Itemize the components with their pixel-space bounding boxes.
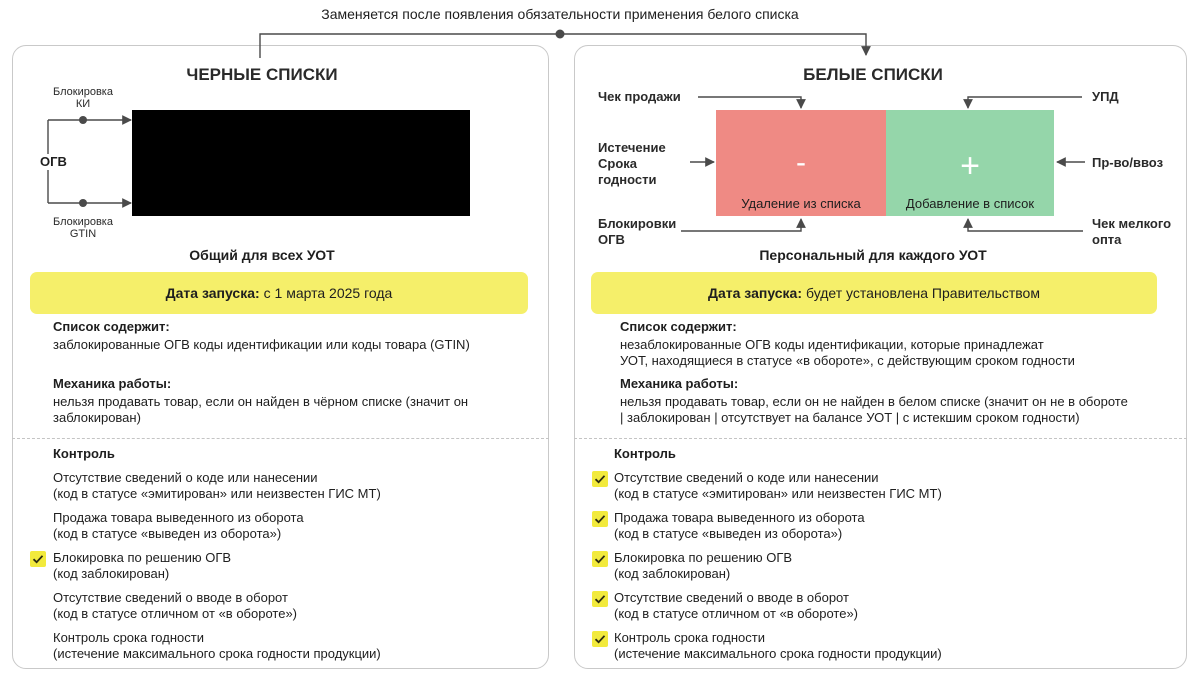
- black-mechanics-line-1: нельзя продавать товар, если он найден в чёрном списке (значит он: [53, 394, 469, 409]
- block-ki-line-2: КИ: [75, 98, 91, 110]
- white-control-item-title: Продажа товара выведенного из оборота: [614, 510, 865, 525]
- white-contains-line-2: УОТ, находящиеся в статусе «в обороте», с действующим сроком годности: [620, 353, 1075, 368]
- wholesale-line-1: Чек мелкого: [1092, 216, 1172, 231]
- black-control-item-title: Блокировка по решению ОГВ: [53, 550, 232, 565]
- white-launch-value: будет установлена Правительством: [806, 285, 1040, 301]
- expiry-line-3: годности: [598, 172, 657, 187]
- black-mechanics-line-2: заблокирован): [53, 410, 141, 425]
- minus-icon: -: [796, 146, 806, 179]
- white-control-item-detail: (истечение максимального срока годности продукции): [614, 646, 942, 661]
- black-control-item-title: Отсутствие сведений о коде или нанесении: [53, 470, 318, 485]
- white-contains-label: Список содержит:: [620, 319, 737, 334]
- expiry-line-2: Срока: [598, 156, 638, 171]
- expiry-label: [598, 140, 666, 188]
- white-contains-line-1: незаблокированные ОГВ коды идентификации, которые принадлежат: [620, 337, 1044, 352]
- white-control-item-title: Отсутствие сведений о вводе в оборот: [614, 590, 849, 605]
- white-launch-date: [591, 272, 1157, 314]
- white-mechanics-line-1: нельзя продавать товар, если он не найден в белом списке (значит он не в обороте: [620, 394, 1128, 409]
- black-control-item-detail: (код заблокирован): [53, 566, 170, 581]
- add-zone-label: Добавление в список: [905, 196, 1035, 211]
- black-list-box: [132, 110, 470, 216]
- expiry-line-1: Истечение: [598, 140, 666, 155]
- black-control-item: [30, 551, 46, 567]
- black-contains-label: Список содержит:: [53, 319, 170, 334]
- upd-label: УПД: [1092, 89, 1119, 104]
- checkbox-checked-icon: [592, 631, 608, 647]
- blocks-line-2: ОГВ: [598, 232, 625, 247]
- sale-receipt-label: Чек продажи: [598, 89, 681, 104]
- black-control-item-detail: (код в статусе «эмитирован» или неизвестен ГИС МТ): [53, 486, 381, 501]
- white-control-item: [592, 511, 608, 527]
- checkbox-checked-icon: [592, 591, 608, 607]
- checkbox-checked-icon: [592, 511, 608, 527]
- black-launch-date: [30, 272, 528, 314]
- white-control-label: Контроль: [614, 446, 676, 461]
- black-launch-value: с 1 марта 2025 года: [263, 285, 393, 301]
- white-mechanics-label: Механика работы:: [620, 376, 739, 391]
- white-control-item-title: Отсутствие сведений о коде или нанесении: [614, 470, 879, 485]
- production-label: Пр-во/ввоз: [1092, 155, 1164, 170]
- white-control-item-detail: (код заблокирован): [614, 566, 731, 581]
- white-control-item-detail: (код в статусе отличном от «в обороте»): [614, 606, 858, 621]
- checkbox-checked-icon: [30, 551, 46, 567]
- black-control-label: Контроль: [53, 446, 115, 461]
- blocks-label: [598, 216, 676, 248]
- add-zone: [886, 110, 1054, 216]
- blocks-line-1: Блокировки: [598, 216, 677, 231]
- white-control-item: [592, 551, 608, 567]
- black-control-item-detail: (код в статусе «выведен из оборота»): [53, 526, 282, 541]
- black-control-item: [30, 591, 46, 607]
- black-control-item-title: Отсутствие сведений о вводе в оборот: [53, 590, 288, 605]
- black-contains-text: заблокированные ОГВ коды идентификации или коды товара (GTIN): [53, 337, 470, 352]
- remove-zone-label: Удаление из списка: [741, 196, 861, 211]
- white-control-item: [592, 471, 608, 487]
- black-control-item-detail: (истечение максимального срока годности продукции): [53, 646, 381, 661]
- white-control-item: [592, 591, 608, 607]
- wholesale-line-2: опта: [1092, 232, 1122, 247]
- white-control-item: [592, 631, 608, 647]
- black-control-item-title: Продажа товара выведенного из оборота: [53, 510, 304, 525]
- remove-zone: [716, 110, 886, 216]
- white-control-item-title: Контроль срока годности: [614, 630, 765, 645]
- checkbox-checked-icon: [592, 471, 608, 487]
- connector-dot: [556, 30, 565, 39]
- block-gtin-label: [43, 216, 123, 240]
- ogv-source-label: ОГВ: [40, 154, 67, 169]
- white-list-title: БЕЛЫЕ СПИСКИ: [803, 65, 943, 84]
- white-list-scope: Персональный для каждого УОТ: [759, 247, 987, 263]
- block-ki-label: [43, 86, 123, 110]
- black-control-item-detail: (код в статусе отличном от «в обороте»): [53, 606, 297, 621]
- checkbox-checked-icon: [592, 551, 608, 567]
- block-gtin-line-2: GTIN: [69, 228, 97, 240]
- black-control-item-title: Контроль срока годности: [53, 630, 204, 645]
- black-list-scope: Общий для всех УОТ: [189, 247, 335, 263]
- wholesale-label: [1092, 216, 1171, 248]
- white-mechanics-line-2: | заблокирован | отсутствует на балансе УОТ | с истекшим сроком годности): [620, 410, 1080, 425]
- white-divider: [574, 438, 1187, 439]
- white-control-item-detail: (код в статусе «эмитирован» или неизвестен ГИС МТ): [614, 486, 942, 501]
- black-control-item: [30, 511, 46, 527]
- block-gtin-line-1: Блокировка: [53, 216, 113, 228]
- black-control-item: [30, 471, 46, 487]
- black-list-title: ЧЕРНЫЕ СПИСКИ: [186, 65, 338, 84]
- black-mechanics-label: Механика работы:: [53, 376, 172, 391]
- white-launch-label: Дата запуска:: [708, 285, 803, 301]
- white-control-item-title: Блокировка по решению ОГВ: [614, 550, 793, 565]
- black-divider: [12, 438, 549, 439]
- white-control-item-detail: (код в статусе «выведен из оборота»): [614, 526, 843, 541]
- block-ki-line-1: Блокировка: [53, 86, 113, 98]
- black-control-item: [30, 631, 46, 647]
- plus-icon: +: [960, 147, 980, 185]
- black-launch-label: Дата запуска:: [165, 285, 260, 301]
- replacement-caption: Заменяется после появления обязательности применения белого списка: [321, 6, 799, 22]
